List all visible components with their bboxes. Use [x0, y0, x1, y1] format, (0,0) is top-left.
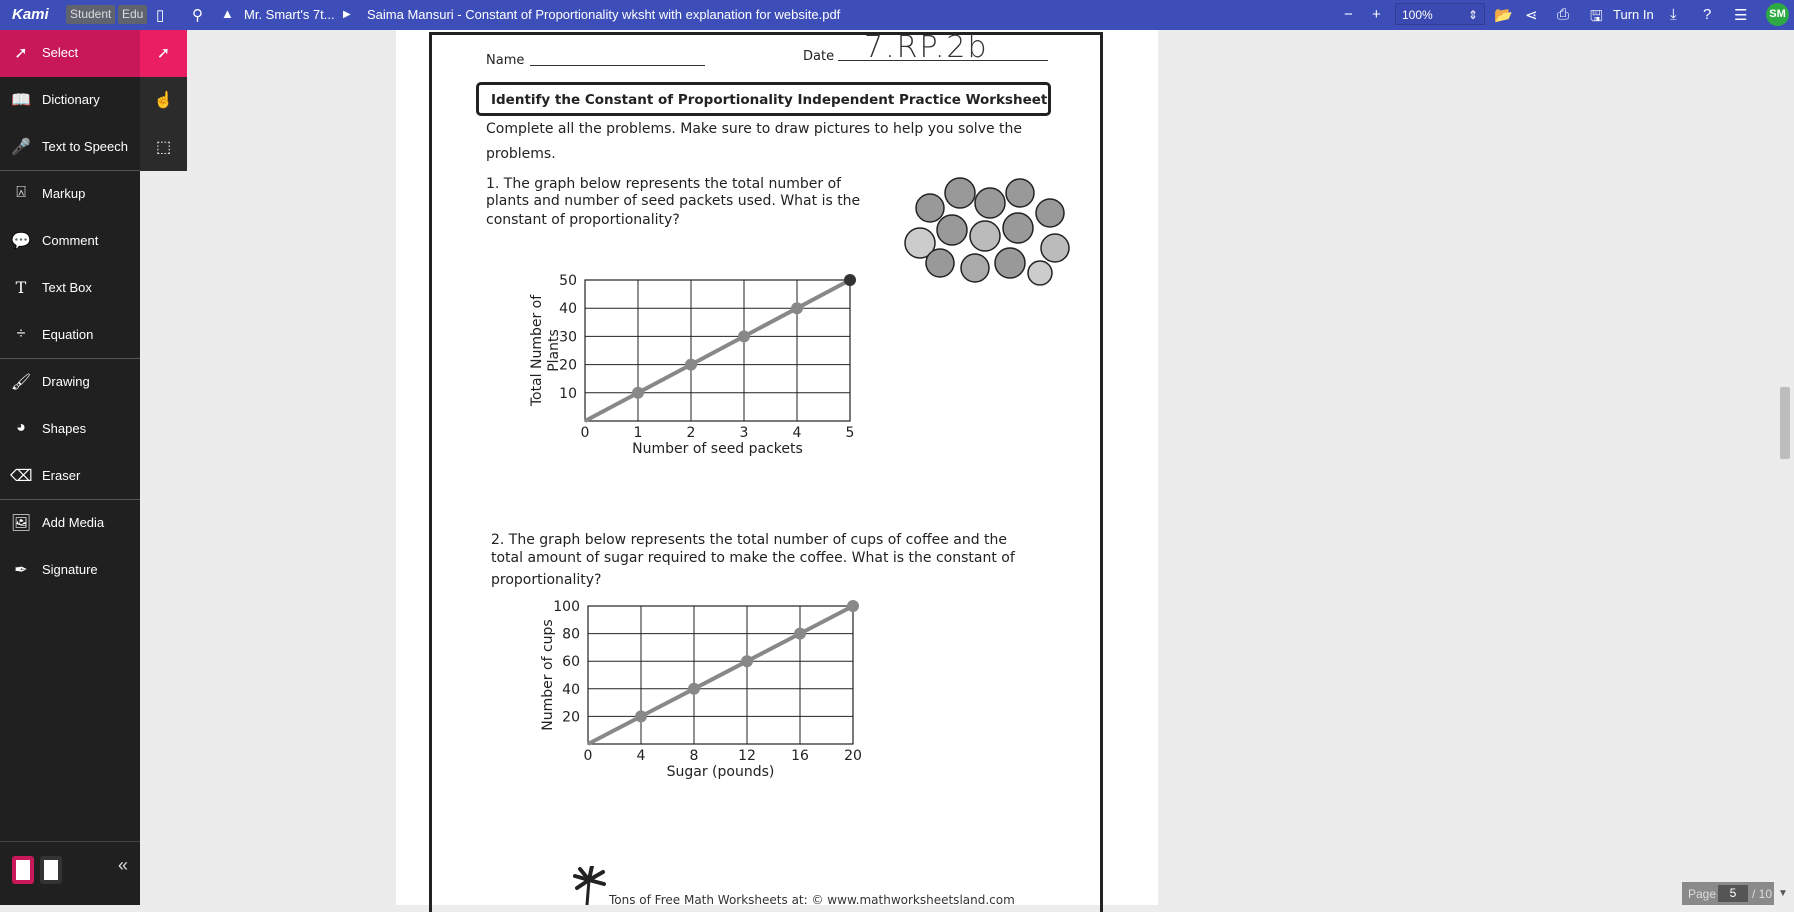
cursor-arrow-icon: ➚	[14, 45, 28, 62]
sidebar-item-select[interactable]	[0, 30, 140, 77]
file-title: Saima Mansuri - Constant of Proportionality wksht with explanation for website.pdf	[367, 7, 841, 22]
brush-icon: 🖌	[10, 374, 32, 391]
menu-icon[interactable]: ☰	[1734, 7, 1748, 24]
question-1-line: plants and number of seed packets used. What is the	[486, 193, 861, 209]
breadcrumb-folder[interactable]: Mr. Smart's 7t...	[244, 7, 335, 22]
label: Text to Speech	[42, 139, 128, 154]
sidebar-item-eraser[interactable]	[0, 453, 140, 500]
zoom-value: 100%	[1402, 8, 1433, 22]
edu-badge: Edu	[118, 5, 147, 24]
layout-toggle-left[interactable]	[12, 856, 34, 884]
select-cursor-icon[interactable]: ➚	[140, 30, 187, 77]
y-tick-label: 40	[562, 681, 580, 698]
x-tick-label: 5	[845, 425, 855, 441]
question-1-line: 1. The graph below represents the total number of	[486, 176, 842, 192]
page-number-input[interactable]: 5	[1718, 885, 1748, 902]
x-tick-label: 0	[583, 748, 593, 764]
x-tick-label: 0	[580, 425, 590, 441]
chart-plants-vs-seed-packets	[505, 268, 875, 463]
data-point	[635, 710, 647, 722]
avatar[interactable]: SM	[1766, 3, 1789, 26]
panel-icon	[16, 860, 30, 880]
question-2-line: 2. The graph below represents the total number of cups of coffee and the	[491, 532, 1008, 548]
page-indicator	[1682, 882, 1774, 905]
x-axis-label: Number of seed packets	[632, 441, 803, 457]
palm-tree-logo	[572, 866, 606, 905]
comment-icon: 💬	[11, 233, 31, 250]
sidebar-item-equation[interactable]	[0, 312, 140, 359]
label: Shapes	[42, 421, 87, 436]
collapse-sidebar-icon[interactable]: «	[118, 855, 129, 875]
divider	[0, 841, 140, 842]
markup-icon: ⍓	[16, 184, 26, 201]
label: Dictionary	[42, 92, 100, 107]
drive-icon: ▲	[221, 6, 234, 21]
y-tick-label: 60	[562, 654, 580, 671]
y-tick-label: 30	[559, 329, 577, 346]
sidebar-item-text-box[interactable]	[0, 265, 140, 312]
share-icon[interactable]: ⋖	[1525, 7, 1538, 24]
x-axis-label: Sugar (pounds)	[666, 764, 775, 780]
image-icon: 🖼	[10, 515, 32, 532]
name-line[interactable]	[530, 65, 705, 66]
speaker-icon: 🎤	[11, 139, 31, 156]
x-tick-label: 1	[633, 425, 643, 441]
data-point	[794, 628, 806, 640]
label: Signature	[42, 562, 98, 577]
vertical-scrollbar[interactable]	[1780, 387, 1790, 459]
date-label: Date	[803, 49, 835, 64]
y-tick-label: 10	[559, 385, 577, 402]
zoom-select[interactable]	[1395, 3, 1485, 25]
data-point	[847, 600, 859, 612]
flower-clipart	[890, 168, 1090, 290]
x-tick-label: 20	[844, 748, 862, 764]
x-tick-label: 4	[636, 748, 646, 764]
save-icon[interactable]: 🖫	[1590, 8, 1603, 25]
search-icon[interactable]: ⚲	[192, 7, 203, 24]
x-tick-label: 16	[791, 748, 809, 764]
help-icon[interactable]: ?	[1703, 6, 1712, 23]
data-point	[741, 655, 753, 667]
sidebar-item-shapes[interactable]	[0, 406, 140, 453]
area-select-icon[interactable]: ⬚	[155, 139, 172, 156]
sidebar-item-add-media[interactable]	[0, 500, 140, 547]
sidebar-item-markup[interactable]	[0, 171, 140, 218]
sidebar-item-drawing[interactable]	[0, 359, 140, 406]
chart-cups-vs-sugar	[505, 592, 885, 787]
footer-credit[interactable]: Tons of Free Math Worksheets at: © www.mathworksheetsland.com	[609, 893, 1015, 907]
y-tick-label: 80	[562, 626, 580, 643]
label: Comment	[42, 233, 99, 248]
worksheet-title: Identify the Constant of Proportionality Independent Practice Worksheet	[476, 82, 1051, 116]
y-tick-label: 20	[562, 709, 580, 726]
data-point	[688, 683, 700, 695]
x-tick-label: 8	[689, 748, 699, 764]
book-icon: 📖	[11, 92, 31, 109]
hand-pointer-icon[interactable]: ☝	[153, 92, 174, 109]
data-point	[791, 302, 803, 314]
x-tick-label: 4	[792, 425, 802, 441]
y-tick-label: 50	[559, 273, 577, 289]
layout-toggle-right[interactable]	[40, 856, 62, 884]
select-tool-flyout	[140, 30, 187, 171]
turn-in-button[interactable]: Turn In	[1613, 7, 1654, 22]
label: Text Box	[42, 280, 92, 295]
instructions-line: problems.	[486, 146, 556, 162]
scroll-down-arrow-icon[interactable]: ▼	[1778, 888, 1788, 899]
y-axis-label: Number of cups	[540, 619, 556, 731]
y-axis-label: Plants	[546, 329, 562, 372]
y-axis-label: Total Number of	[529, 294, 545, 407]
kami-logo: Kami	[12, 6, 49, 23]
download-icon[interactable]: ⤓	[1670, 6, 1677, 23]
sidebar-item-signature[interactable]	[0, 547, 140, 594]
label: Add Media	[42, 515, 105, 530]
question-2-line: total amount of sugar required to make the coffee. What is the constant of	[491, 550, 1015, 566]
zoom-in-button[interactable]: +	[1372, 6, 1381, 23]
question-2-line: proportionality?	[491, 572, 602, 588]
folder-open-icon[interactable]: 📂	[1494, 7, 1513, 24]
label: Eraser	[42, 468, 81, 483]
x-tick-label: 12	[738, 748, 756, 764]
eraser-icon: ⌫	[10, 468, 33, 485]
data-point	[685, 359, 697, 371]
panel-icon	[44, 860, 58, 880]
pen-nib-icon: ✒	[14, 562, 28, 579]
student-badge: Student	[66, 5, 115, 24]
data-point	[632, 387, 644, 399]
text-icon: T	[15, 278, 27, 297]
instructions-line: Complete all the problems. Make sure to draw pictures to help you solve the	[486, 121, 1023, 137]
tool-sidebar	[0, 30, 140, 905]
label: Markup	[42, 186, 86, 201]
sidebar-item-comment[interactable]	[0, 218, 140, 265]
data-point	[738, 330, 750, 342]
name-label: Name	[486, 53, 525, 68]
stepper-icon: ⇕	[1467, 8, 1478, 22]
sidebar-item-dictionary[interactable]	[0, 77, 140, 124]
page-label: Page	[1688, 887, 1717, 901]
x-tick-label: 3	[739, 425, 749, 441]
label: Drawing	[42, 374, 90, 389]
divide-icon: ÷	[16, 325, 26, 342]
data-point	[844, 274, 856, 286]
sidebar-toggle-icon[interactable]: ▯	[156, 7, 165, 24]
print-icon[interactable]: ⎙	[1557, 6, 1570, 23]
chevron-right-icon: ▶	[343, 9, 351, 20]
shapes-icon: ◕	[16, 419, 26, 436]
sidebar-item-text-to-speech[interactable]	[0, 124, 140, 171]
label: Equation	[42, 327, 94, 342]
handwritten-date: 7.RP.2b	[864, 30, 989, 65]
question-1-line: constant of proportionality?	[486, 212, 680, 228]
page-total: / 10	[1752, 887, 1773, 901]
y-tick-label: 100	[553, 599, 580, 615]
x-tick-label: 2	[686, 425, 696, 441]
y-tick-label: 40	[559, 301, 577, 318]
y-tick-label: 20	[559, 357, 577, 374]
label: Select	[42, 45, 79, 60]
zoom-out-button[interactable]: −	[1344, 6, 1353, 23]
top-toolbar	[0, 0, 1794, 30]
